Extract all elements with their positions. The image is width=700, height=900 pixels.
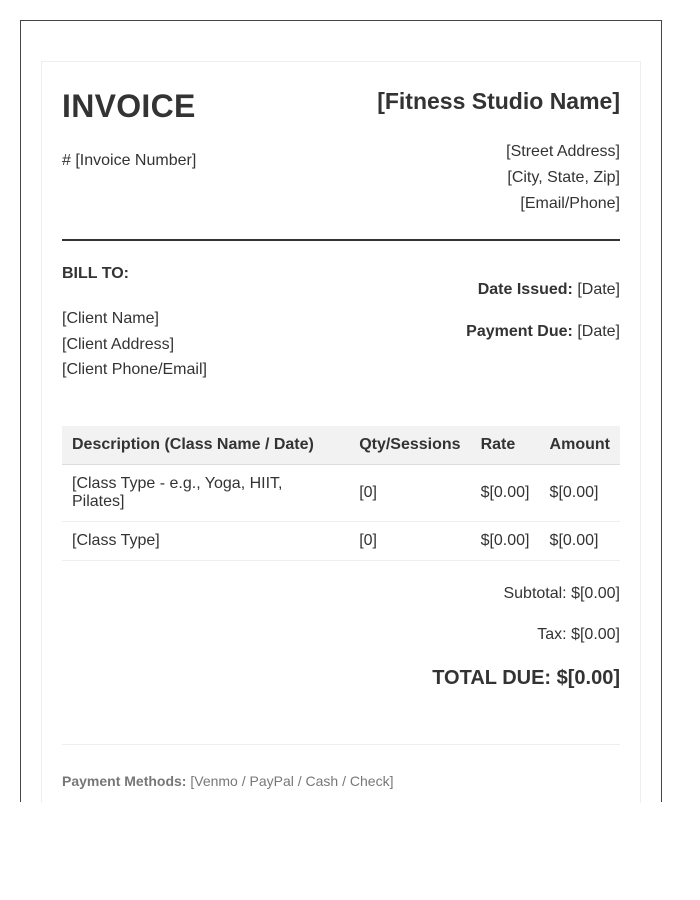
header-description: Description (Class Name / Date) xyxy=(62,426,349,464)
bill-to-block xyxy=(62,306,207,383)
line-items-table xyxy=(62,426,620,561)
header-rate: Rate xyxy=(471,426,540,464)
tax: Tax: $[0.00] xyxy=(537,626,620,643)
table-header-row xyxy=(62,426,620,464)
client-contact: [Client Phone/Email] xyxy=(62,361,207,378)
table-row xyxy=(62,521,620,560)
subtotal: Subtotal: $[0.00] xyxy=(503,585,620,602)
payment-due-label: Payment Due: xyxy=(466,323,573,340)
payment-methods xyxy=(62,773,393,789)
row-description: [Class Type] xyxy=(62,521,349,560)
row-qty: [0] xyxy=(349,464,470,521)
row-amount: $[0.00] xyxy=(540,464,620,521)
client-name: [Client Name] xyxy=(62,310,159,327)
studio-name: [Fitness Studio Name] xyxy=(377,88,620,114)
total-due: TOTAL DUE: $[0.00] xyxy=(432,667,620,689)
header-qty: Qty/Sessions xyxy=(349,426,470,464)
studio-address-block xyxy=(506,139,620,217)
client-address: [Client Address] xyxy=(62,335,175,353)
payment-methods-value: [Venmo / PayPal / Cash / Check] xyxy=(190,773,394,789)
row-rate: $[0.00] xyxy=(471,464,540,521)
studio-street: [Street Address] xyxy=(506,143,620,160)
row-description: [Class Type - e.g., Yoga, HIIT, Pilates] xyxy=(62,464,349,521)
date-issued xyxy=(478,281,620,299)
row-amount: $[0.00] xyxy=(540,521,620,560)
studio-city-state-zip: [City, State, Zip] xyxy=(507,169,620,186)
header-divider xyxy=(62,239,620,241)
date-issued-label: Date Issued: xyxy=(477,281,573,298)
studio-contact: [Email/Phone] xyxy=(520,195,620,212)
date-issued-value: [Date] xyxy=(577,281,620,298)
footer-divider xyxy=(62,744,620,745)
payment-due-value: [Date] xyxy=(577,323,620,340)
payment-methods-label: Payment Methods: xyxy=(62,773,187,789)
payment-due xyxy=(466,323,620,341)
header-amount: Amount xyxy=(540,426,620,464)
table-row xyxy=(62,464,620,521)
row-qty: [0] xyxy=(349,521,470,560)
row-rate: $[0.00] xyxy=(471,521,540,560)
invoice-number: # [Invoice Number] xyxy=(62,152,197,169)
invoice-title: INVOICE xyxy=(62,88,196,124)
bill-to-heading: BILL TO: xyxy=(62,265,129,282)
